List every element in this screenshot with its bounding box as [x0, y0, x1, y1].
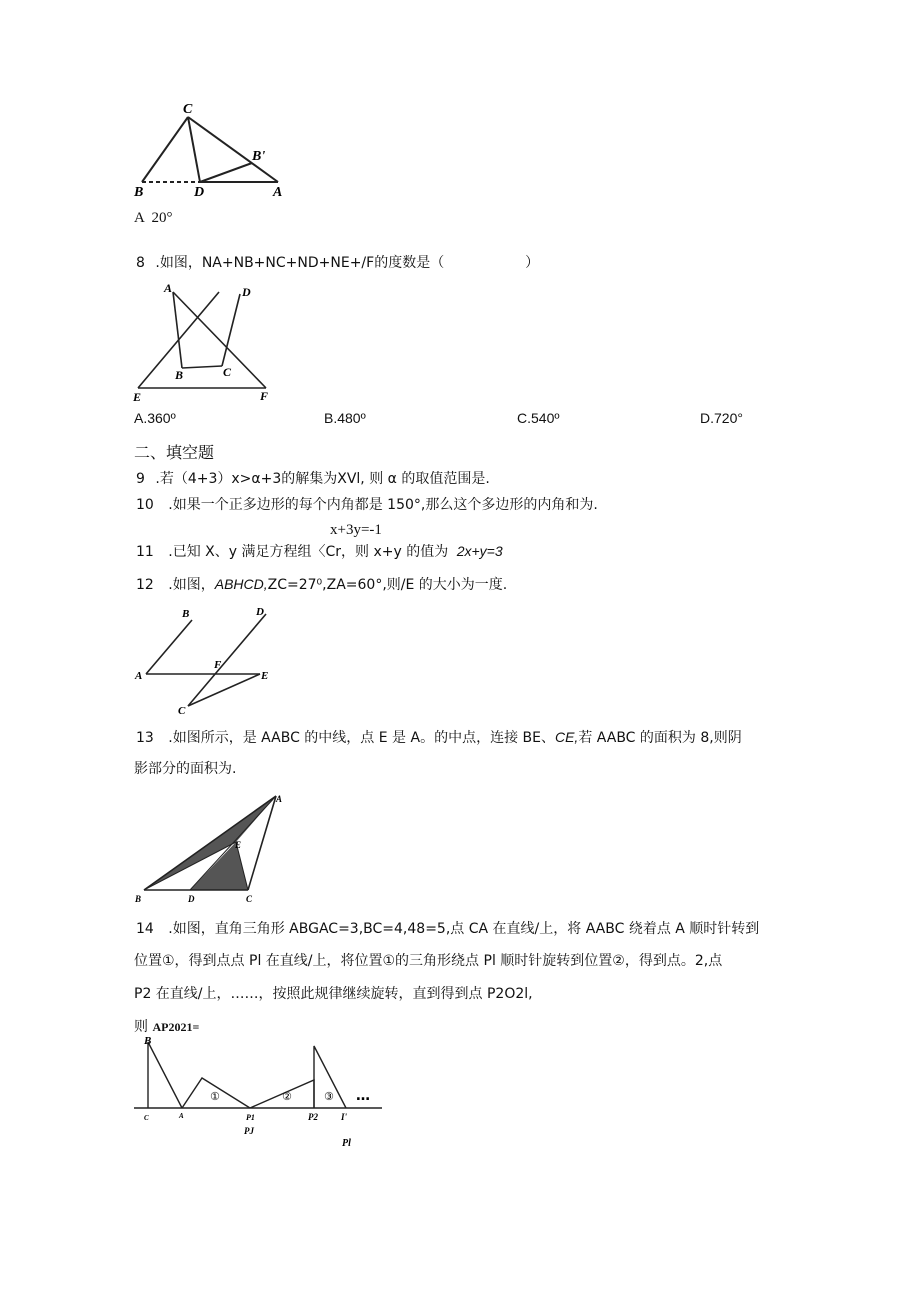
figure-q13 [130, 790, 290, 906]
label-F: F [214, 659, 222, 671]
label-P1: P1 [246, 1113, 255, 1122]
question-text-italic: ABHCD, [214, 576, 268, 592]
edge-AB [146, 620, 192, 674]
question-12 [136, 575, 507, 594]
label-B: B [135, 894, 142, 904]
label-P3: I' [341, 1112, 348, 1122]
question-text: .如图， [168, 577, 215, 593]
question-text: .如果一个正多边形的每个内角都是 150°,那么这个多边形的内角和为. [168, 497, 598, 513]
label-D: D [242, 285, 251, 299]
question-text: .如图，NA+NB+NC+ND+NE+/F的度数是（ [155, 255, 445, 271]
question-8 [136, 254, 539, 272]
edge-CD [188, 117, 200, 182]
question-text-italic: CE, [554, 729, 579, 745]
label-C: C [144, 1114, 149, 1122]
question-11 [136, 542, 503, 561]
circle-1: ① [210, 1090, 220, 1103]
edge-CB [142, 117, 188, 182]
question-text: .已知 X、y 满足方程组〈Cr，则 x+y 的值为 [168, 544, 449, 560]
question-text-rest: 若 AABC 的面积为 8,则阴 [578, 730, 742, 746]
question-10 [136, 496, 598, 514]
question-number: 12 [136, 577, 154, 593]
question-text: .如图所示，是 AABC 的中线，点 E 是 A。的中点，连接 BE、 [168, 730, 555, 746]
label-D: D [194, 185, 205, 200]
label-A: A [276, 794, 283, 804]
label-A: A [135, 670, 143, 682]
ellipsis: … [356, 1088, 370, 1104]
paren-close: ） [525, 255, 540, 271]
label-C: C [178, 705, 186, 717]
label-A: A [164, 281, 173, 295]
label-C: C [246, 894, 253, 904]
edge-CE [188, 674, 260, 706]
option-a[interactable]: A.360º [134, 410, 176, 426]
label-E: E [261, 670, 269, 682]
label-C: C [223, 365, 232, 379]
circle-3: ③ [324, 1090, 334, 1103]
question-14 [136, 920, 759, 938]
question-text: .如图，直角三角形 ABGAC=3,BC=4,48=5,点 CA 在直线/上，将 AABC 绕着点 A 顺时针转到 [168, 921, 760, 937]
question-text: 则 [134, 1019, 148, 1035]
figure-q8 [130, 280, 280, 402]
edge-CD [222, 294, 240, 366]
section-title: 二、填空题 [134, 443, 215, 462]
question-number: 14 [136, 921, 154, 937]
equation-bottom: 2x+y=3 [456, 543, 503, 559]
label-B: B [182, 608, 190, 620]
question-14-line2: 位置①，得到点点 Pl 在直线/上，将位置①的三角形绕点 Pl 顺时针旋转到位置②，得到点。2,点 [134, 953, 723, 969]
question-number: 11 [136, 544, 154, 560]
question-text: .若（4+3）x>α+3的解集为XVl, 则 α 的取值范围是. [155, 471, 490, 487]
question-number: 8 [136, 255, 145, 271]
label-E: E [133, 390, 142, 402]
edge-FA [173, 292, 266, 388]
edge-CD [188, 614, 269, 706]
circle-2: ② [282, 1090, 292, 1103]
triangle-original [148, 1042, 182, 1108]
figure-q14 [128, 1034, 388, 1154]
figure-q7 [128, 100, 298, 200]
edge-AB [173, 292, 182, 368]
edge-D-cross [219, 292, 240, 294]
label-pl: Pl [342, 1138, 351, 1149]
label-D: D [256, 606, 264, 618]
label-pj: PJ [244, 1126, 254, 1136]
edge-DB-prime [200, 163, 252, 182]
question-14-line3: P2 在直线/上，……，按照此规律继续旋转，直到得到点 P2O2l, [134, 986, 533, 1002]
label-A: A [179, 1112, 184, 1120]
question-13-line2: 影部分的面积为. [134, 761, 237, 777]
question-text-rest: ZC=27⁰,ZA=60°,则/E 的大小为一度. [267, 577, 508, 593]
label-P2: P2 [308, 1112, 318, 1122]
question-number: 10 [136, 497, 154, 513]
question-number: 9 [136, 471, 145, 487]
answer-option-q7: A 20° [134, 210, 173, 226]
equation-top: x+3y=-1 [330, 522, 382, 538]
question-number: 13 [136, 730, 154, 746]
label-F: F [260, 389, 269, 402]
label-E: E [235, 840, 242, 850]
option-d[interactable]: D.720° [700, 410, 743, 426]
option-b[interactable]: B.480º [324, 410, 366, 426]
figure-q12 [130, 606, 280, 718]
label-C: C [183, 102, 193, 117]
question-13 [136, 728, 742, 747]
label-B: B [175, 368, 184, 382]
label-A: A [273, 185, 283, 200]
label-B: B [144, 1035, 152, 1047]
option-c[interactable]: C.540º [517, 410, 560, 426]
label-B-prime: B' [252, 149, 266, 164]
label-D: D [188, 894, 195, 904]
label-B: B [134, 185, 144, 200]
edge-BC [182, 366, 222, 368]
answer-label: AP2021= [152, 1020, 200, 1034]
question-9 [136, 470, 490, 488]
